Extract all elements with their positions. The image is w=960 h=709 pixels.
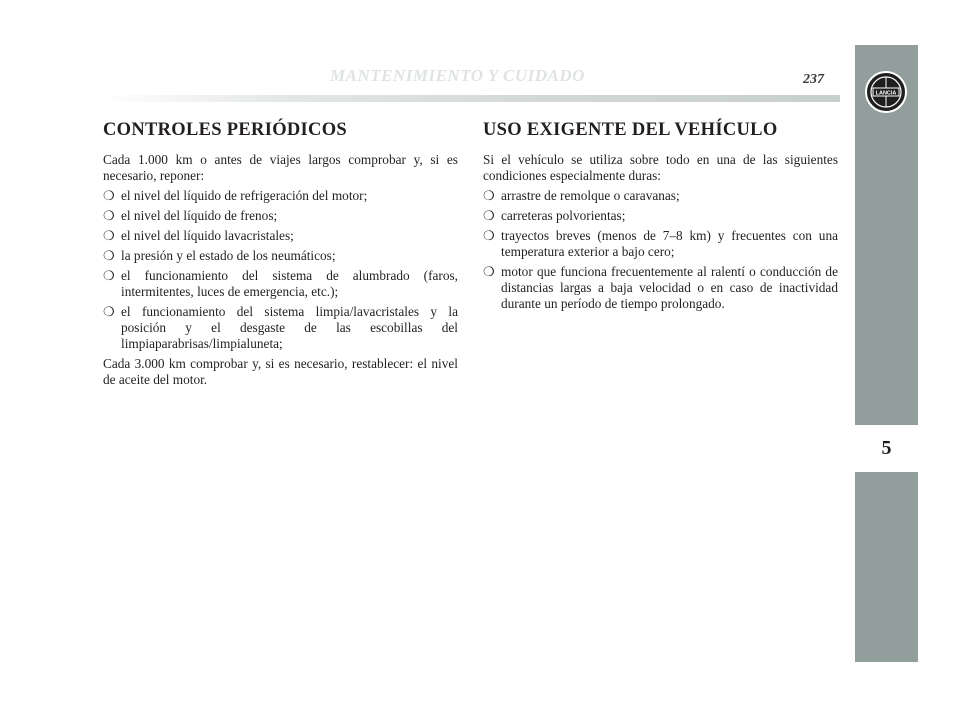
circle-bullet-icon: ❍ (103, 208, 115, 223)
list-item: ❍ trayectos breves (menos de 7–8 km) y frecuentes con una temperatura exterior a bajo cero; (483, 228, 838, 259)
list-item: ❍ motor que funciona frecuentemente al ralentí o conducción de distancias largas a baja velocidad o en caso de inactividad durante un período de tiempo prolongado. (483, 264, 838, 311)
lancia-logo-icon (864, 70, 908, 114)
circle-bullet-icon: ❍ (103, 248, 115, 263)
list-item: ❍ el funcionamiento del sistema limpia/lavacristales y la posición y el desgaste de las escobillas del limpiaparabrisas/limpialuneta; (103, 304, 458, 351)
left-column (103, 120, 458, 392)
right-intro: Si el vehículo se utiliza sobre todo en una de las siguientes condiciones especialmente duras: (483, 152, 838, 183)
chapter-number: 5 (881, 437, 892, 459)
list-item: ❍ arrastre de remolque o caravanas; (483, 188, 680, 203)
list-item: ❍ el nivel del líquido lavacristales; (103, 228, 294, 243)
left-closing: Cada 3.000 km comprobar y, si es necesario, restablecer: el nivel de aceite del motor. (103, 356, 458, 387)
svg-text:LANCIA: LANCIA (875, 90, 897, 97)
left-intro: Cada 1.000 km o antes de viajes largos comprobar y, si es necesario, reponer: (103, 152, 458, 183)
circle-bullet-icon: ❍ (483, 208, 495, 223)
heading-controles-periodicos: CONTROLES PERIÓDICOS (103, 120, 347, 140)
header-rule (100, 95, 840, 102)
left-checklist (103, 188, 458, 352)
heading-uso-exigente: USO EXIGENTE DEL VEHÍCULO (483, 120, 778, 140)
right-column (483, 120, 838, 316)
list-item: ❍ carreteras polvorientas; (483, 208, 626, 223)
chapter-tab-lower (855, 472, 918, 662)
circle-bullet-icon: ❍ (103, 188, 115, 203)
circle-bullet-icon: ❍ (483, 264, 495, 279)
circle-bullet-icon: ❍ (103, 304, 115, 319)
circle-bullet-icon: ❍ (103, 228, 115, 243)
circle-bullet-icon: ❍ (483, 228, 495, 243)
section-title: MANTENIMIENTO Y CUIDADO (330, 66, 585, 85)
list-item: ❍ el nivel del líquido de refrigeración del motor; (103, 188, 368, 203)
list-item: ❍ el funcionamiento del sistema de alumbrado (faros, intermitentes, luces de emergencia, etc.); (103, 268, 458, 299)
right-checklist (483, 188, 838, 312)
circle-bullet-icon: ❍ (483, 188, 495, 203)
page-number: 237 (803, 72, 824, 87)
list-item: ❍ el nivel del líquido de frenos; (103, 208, 278, 223)
list-item: ❍ la presión y el estado de los neumáticos; (103, 248, 336, 263)
circle-bullet-icon: ❍ (103, 268, 115, 283)
